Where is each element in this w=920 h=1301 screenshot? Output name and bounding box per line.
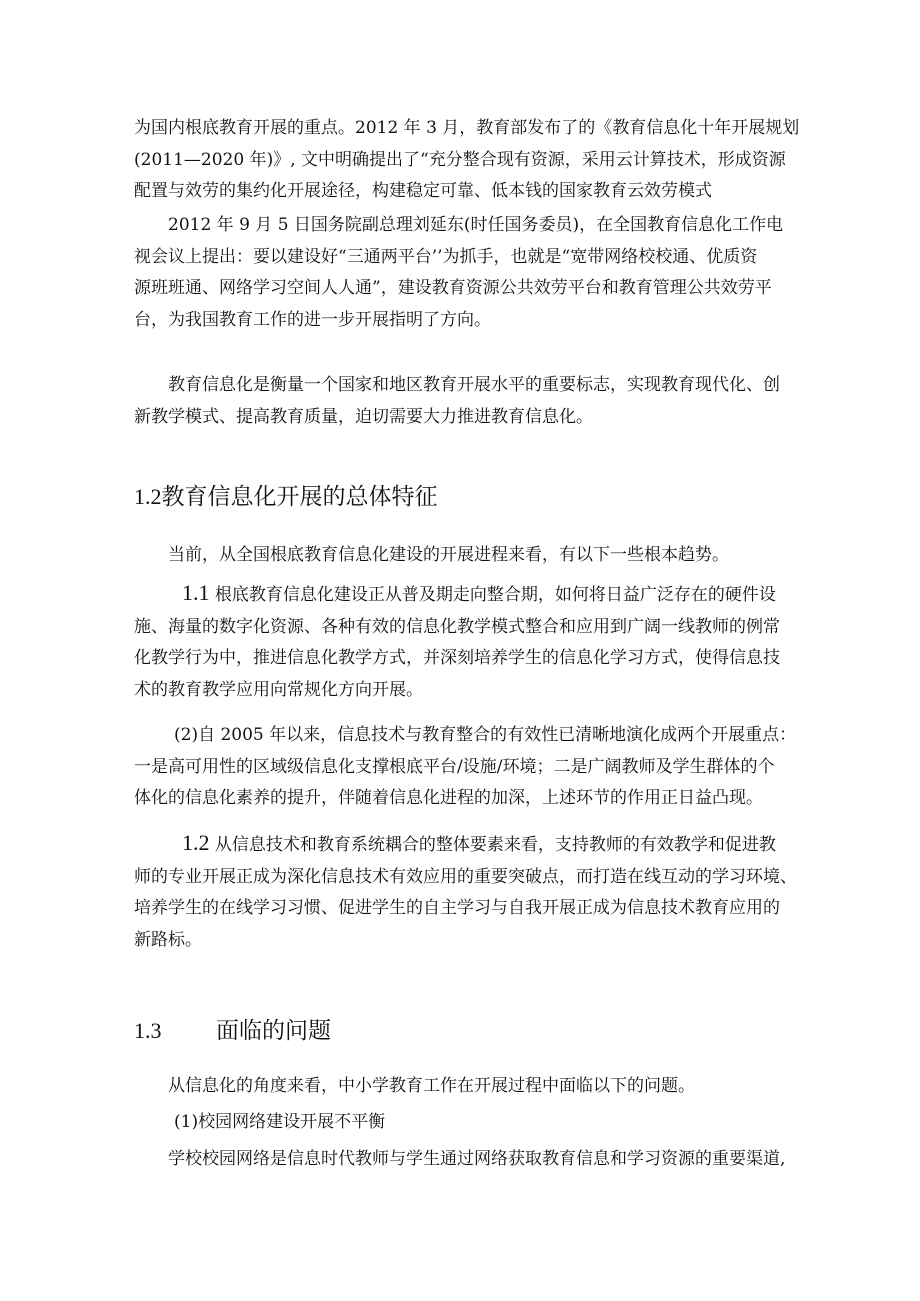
paragraph-three-links-two-platforms: [134, 210, 794, 336]
paragraph-trend-3: [134, 827, 797, 956]
section-heading-1-3: [134, 1012, 331, 1045]
item-number: 1.1: [182, 580, 210, 605]
section-title: 面临的问题: [216, 1018, 331, 1044]
text-line: (2011—2020 年)》, 文中明确提出了“充分整合现有资源，采用云计算技术，形成资源: [134, 149, 786, 170]
item-text: 根底教育信息化建设正从普及期走向整合期，如何将日益广泛存在的硬件设: [209, 585, 776, 605]
text-line: 学校校园网络是信息时代教师与学生通过网络获取教育信息和学习资源的重要渠道,: [168, 1149, 786, 1169]
text-line: 为国内根底教育开展的重点。2012 年 3 月，教育部发布了的《教育信息化十年开展规划: [134, 118, 800, 138]
paragraph-campus-network: [134, 1144, 794, 1176]
text-line: 术的教育教学应用向常规化方向开展。: [134, 679, 423, 700]
paragraph-trend-2: [134, 720, 797, 815]
paragraph-education-plan: [134, 113, 800, 208]
paragraph-trend-1: [134, 577, 794, 706]
text-line: 视会议上提出：要以建设好“三通两平台’’为抓手，也就是“宽带网络校校通、优质资: [134, 246, 758, 267]
text-line: 当前，从全国根底教育信息化建设的开展进程来看，有以下一些根本趋势。: [168, 545, 729, 565]
text-line: 施、海量的数字化资源、各种有效的信息化教学模式整合和应用到广阔一线教师的例常: [134, 616, 780, 637]
paragraph-problems-intro: [134, 1071, 794, 1103]
text-line: 培养学生的在线学习习惯、促进学生的自主学习与自我开展正成为信息技术教育应用的: [134, 898, 780, 918]
text-line: 教育信息化是衡量一个国家和地区教育开展水平的重要标志，实现教育现代化、创: [168, 375, 780, 395]
text-line: [134, 577, 794, 612]
text-line: 从信息化的角度来看，中小学教育工作在开展过程中面临以下的问题。: [168, 1076, 695, 1096]
text-line: 师的专业开展正成为深化信息技术有效应用的重要突破点，而打造在线互动的学习环境、: [134, 866, 797, 887]
text-line: 新路标。: [134, 929, 202, 950]
text-line: 配置与效劳的集约化开展途径，构建稳定可靠、低本钱的国家教育云效劳模式: [134, 181, 712, 201]
text-line: 台，为我国教育工作的进一步开展指明了方向。: [134, 309, 491, 330]
paragraph-problem-1-title: [134, 1107, 794, 1139]
text-line: (1)校园网络建设开展不平衡: [174, 1112, 386, 1132]
text-line: (2)自 2005 年以来，信息技术与教育整合的有效性已清晰地演化成两个开展重点：: [174, 725, 797, 745]
text-line: 源班班通、网络学习空间人人通”，建设教育资源公共效劳平台和教育管理公共效劳平: [134, 278, 772, 298]
item-text: 从信息技术和教育系统耦合的整体要素来看，支持教师的有效教学和促进教: [209, 835, 776, 855]
section-number: 1.3: [134, 1018, 162, 1043]
text-line: 新教学模式、提高教育质量，迫切需要大力推进教育信息化。: [134, 406, 593, 427]
paragraph-trends-intro: [134, 540, 794, 572]
text-line: 一是高可用性的区域级信息化支撑根底平台/设施/环境；二是广阔教师及学生群体的个: [134, 756, 775, 777]
section-title: 教育信息化开展的总体特征: [161, 484, 438, 510]
section-number: 1.2: [134, 484, 162, 509]
text-line: 2012 年 9 月 5 日国务院副总理刘延东(时任国务委员)，在全国教育信息化工作电: [168, 215, 784, 235]
text-line: 体化的信息化素养的提升，伴随着信息化进程的加深，上述环节的作用正日益凸现。: [134, 788, 763, 808]
item-number: 1.2: [182, 830, 210, 855]
text-line: 化教学行为中，推进信息化教学方式，并深刻培养学生的信息化学习方式，使得信息技: [134, 648, 780, 668]
section-heading-1-2: [134, 478, 438, 511]
paragraph-education-informatization: [134, 370, 794, 433]
text-line: [134, 827, 794, 862]
